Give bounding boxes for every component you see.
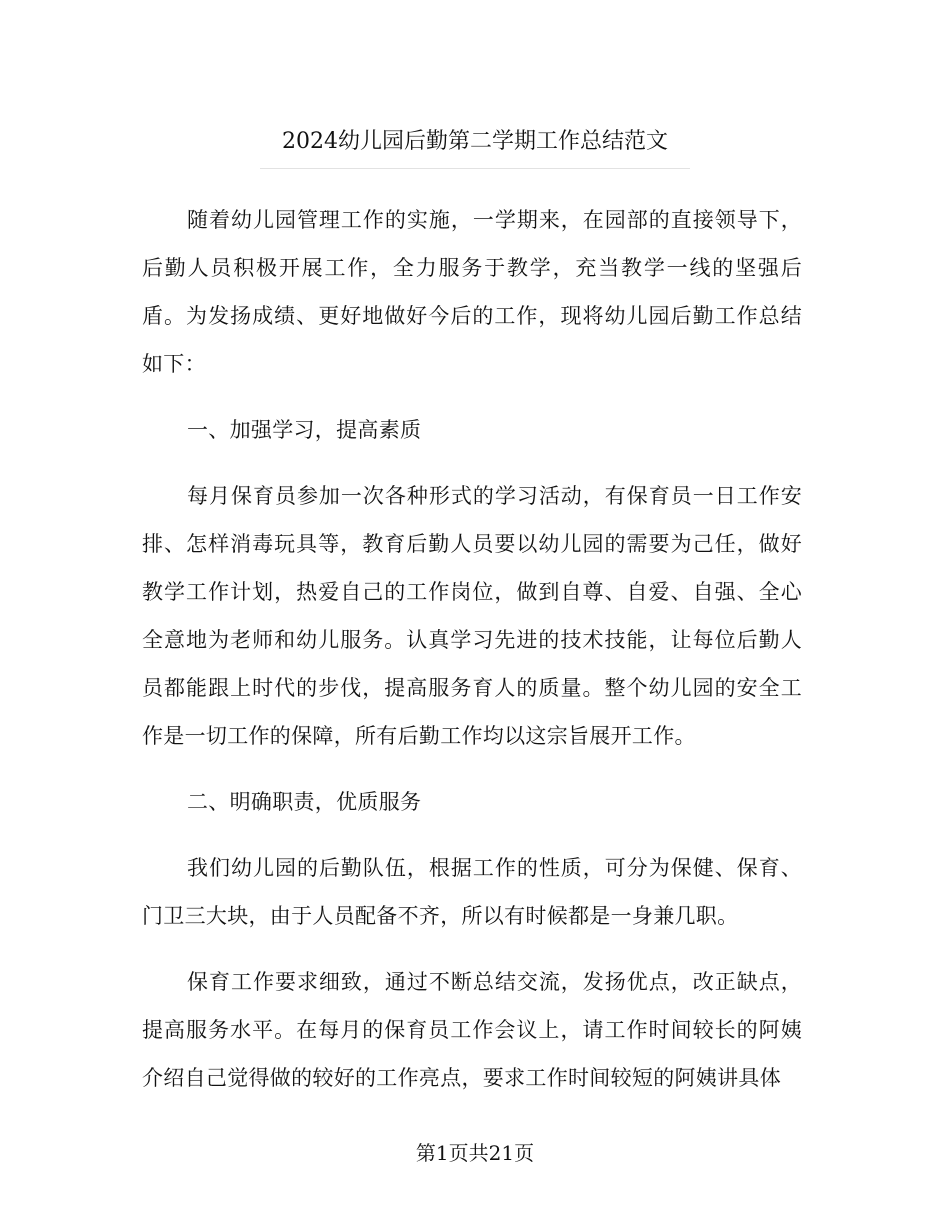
section-heading-1: 一、加强学习，提高素质: [187, 418, 422, 442]
section-heading-2: 二、明确职责，优质服务: [187, 790, 422, 814]
section-2-paragraph-1: 我们幼儿园的后勤队伍，根据工作的性质，可分为保健、保育、门卫三大块，由于人员配备不齐，所以有时候都是一身兼几职。: [142, 856, 802, 928]
section-1-paragraph: 每月保育员参加一次各种形式的学习活动，有保育员一日工作安排、怎样消毒玩具等，教育后勤人员要以幼儿园的需要为己任，做好教学工作计划，热爱自己的工作岗位，做到自尊、自爱、自强、全心全意地为老师和幼儿服务。认真学习先进的技术技能，让每位后勤人员都能跟上时代的步伐，提高服务育人的质量。整个幼儿园的安全工作是一切工作的保障，所有后勤工作均以这宗旨展开工作。: [142, 484, 802, 748]
document-title: 2024幼儿园后勤第二学期工作总结范文: [282, 129, 668, 154]
title-underline: [260, 168, 690, 169]
intro-paragraph: 随着幼儿园管理工作的实施，一学期来，在园部的直接领导下，后勤人员积极开展工作，全力服务于教学，充当教学一线的坚强后盾。为发扬成绩、更好地做好今后的工作，现将幼儿园后勤工作总结如下：: [142, 208, 802, 376]
section-2-paragraph-2: 保育工作要求细致，通过不断总结交流，发扬优点，改正缺点，提高服务水平。在每月的保育员工作会议上，请工作时间较长的阿姨介绍自己觉得做的较好的工作亮点，要求工作时间较短的阿姨讲具体: [142, 970, 802, 1090]
page-number: 第1页共21页: [415, 1141, 535, 1165]
document-body: [142, 196, 802, 1102]
